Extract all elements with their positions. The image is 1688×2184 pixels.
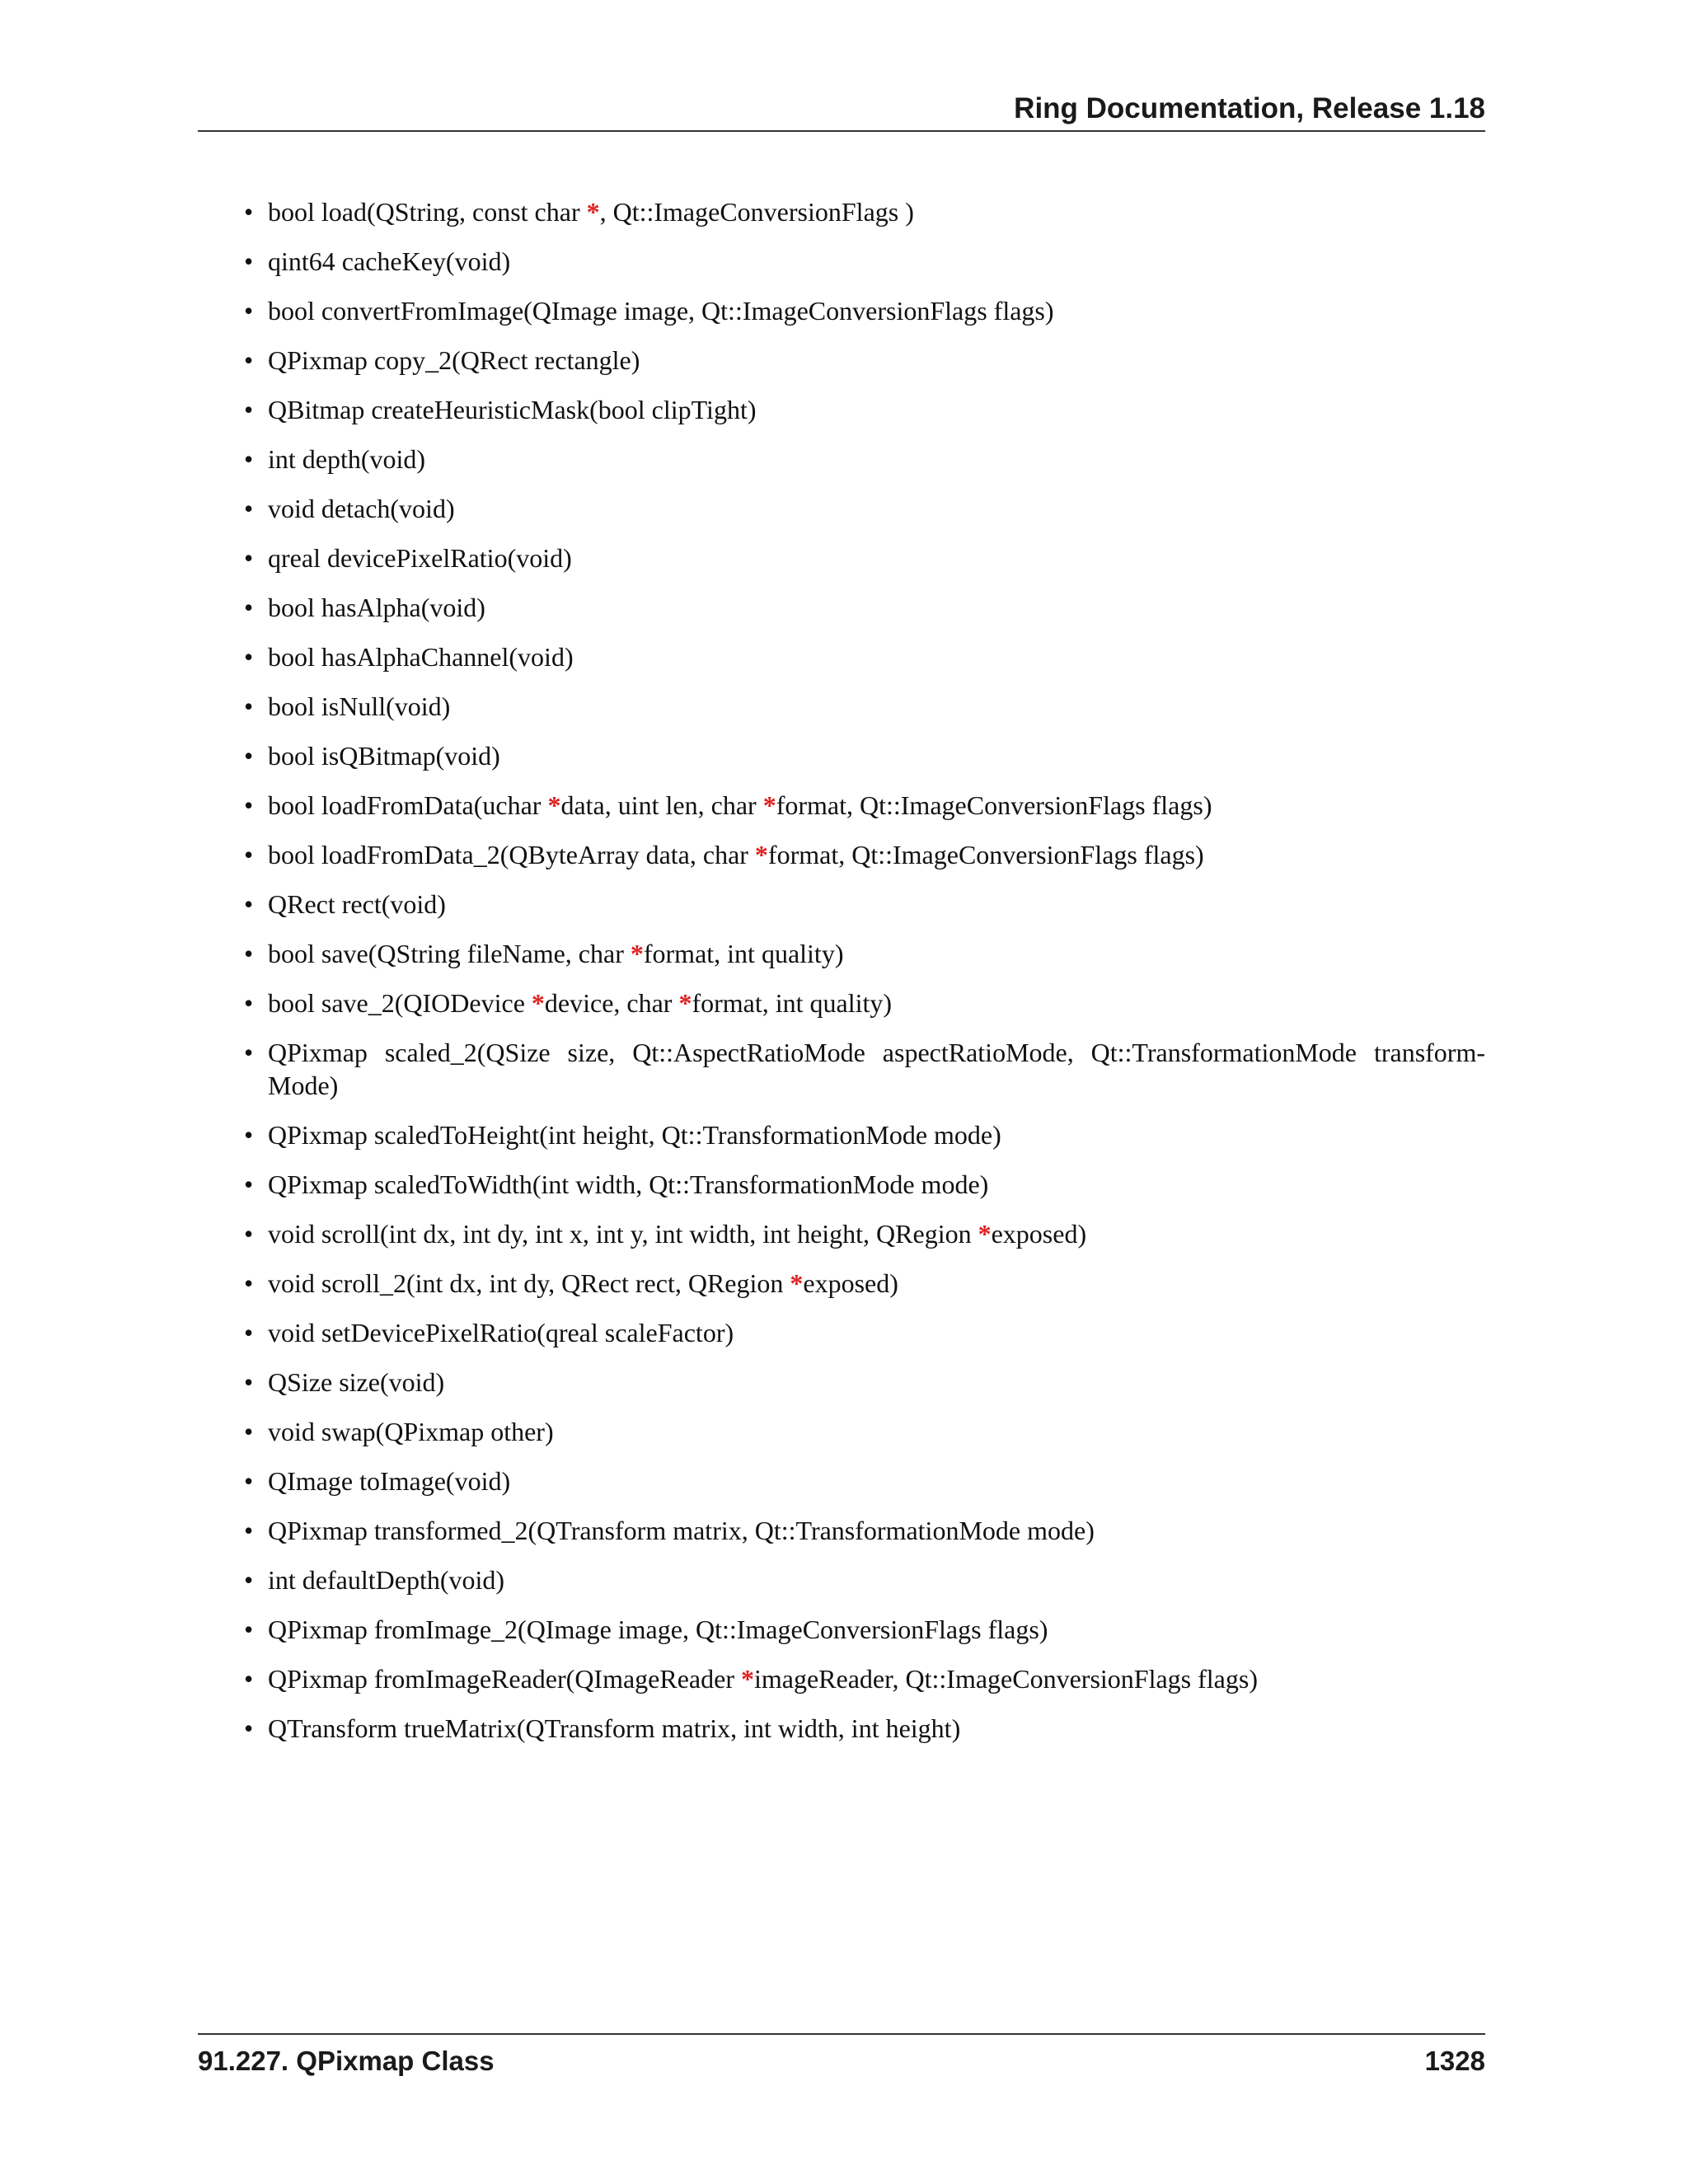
method-text: void setDevicePixelRatio(qreal scaleFactor) — [268, 1318, 734, 1347]
list-item — [244, 838, 1485, 871]
pointer-star: * — [678, 988, 692, 1018]
pointer-star: * — [630, 939, 644, 968]
bullet-icon: • — [244, 1664, 254, 1694]
bullet-icon: • — [244, 988, 254, 1018]
list-item — [244, 1036, 1485, 1102]
bullet-icon: • — [244, 1565, 254, 1595]
list-item — [244, 1415, 1485, 1448]
bullet-icon: • — [244, 345, 254, 375]
bullet-icon: • — [244, 1417, 254, 1446]
method-text: void swap(QPixmap other) — [268, 1417, 554, 1446]
bullet-icon: • — [244, 543, 254, 573]
method-text: QTransform trueMatrix(QTransform matrix, int width, int height) — [268, 1713, 961, 1743]
bullet-icon: • — [244, 889, 254, 919]
method-text: qint64 cacheKey(void) — [268, 246, 511, 276]
bullet-icon: • — [244, 1615, 254, 1644]
bullet-icon: • — [244, 741, 254, 771]
method-text: QPixmap fromImageReader(QImageReader — [268, 1664, 741, 1694]
bullet-icon: • — [244, 1516, 254, 1545]
list-item — [244, 1267, 1485, 1300]
bullet-icon: • — [244, 246, 254, 276]
bullet-icon: • — [244, 1219, 254, 1249]
bullet-icon: • — [244, 1169, 254, 1199]
method-text: format, Qt::ImageConversionFlags flags) — [776, 790, 1212, 820]
method-text: data, uint len, char — [560, 790, 763, 820]
method-text: , Qt::ImageConversionFlags ) — [599, 197, 914, 227]
list-item — [244, 541, 1485, 574]
method-text: void scroll_2(int dx, int dy, QRect rect, QRegion — [268, 1268, 790, 1298]
method-text: QSize size(void) — [268, 1367, 445, 1397]
method-text: QPixmap fromImage_2(QImage image, Qt::ImageConversionFlags flags) — [268, 1615, 1048, 1644]
list-item — [244, 492, 1485, 525]
list-item — [244, 1465, 1485, 1497]
pointer-star: * — [740, 1664, 754, 1694]
bullet-icon: • — [244, 395, 254, 424]
list-item — [244, 1366, 1485, 1399]
method-text: bool load(QString, const char — [268, 197, 587, 227]
method-text: format, int quality) — [692, 988, 893, 1018]
method-text: device, char — [544, 988, 679, 1018]
pointer-star: * — [586, 197, 600, 227]
bullet-icon: • — [244, 494, 254, 523]
method-text: format, int quality) — [643, 939, 844, 968]
list-item — [244, 1662, 1485, 1695]
pointer-star: * — [790, 1268, 804, 1298]
method-text: bool hasAlphaChannel(void) — [268, 642, 574, 672]
method-text: bool loadFromData_2(QByteArray data, char — [268, 840, 755, 869]
method-text: bool isQBitmap(void) — [268, 741, 500, 771]
method-list — [244, 195, 1485, 1761]
method-text: bool hasAlpha(void) — [268, 593, 485, 622]
list-item — [244, 789, 1485, 822]
list-item — [244, 443, 1485, 476]
list-item — [244, 1168, 1485, 1201]
method-text: bool convertFromImage(QImage image, Qt::ImageConversionFlags flags) — [268, 296, 1054, 326]
bullet-icon: • — [244, 1038, 254, 1067]
bullet-icon: • — [244, 1268, 254, 1298]
bullet-icon: • — [244, 939, 254, 968]
method-text: int depth(void) — [268, 444, 426, 474]
method-text: imageReader, Qt::ImageConversionFlags flags) — [753, 1664, 1258, 1694]
bullet-icon: • — [244, 1466, 254, 1496]
bullet-icon: • — [244, 444, 254, 474]
method-text: bool save(QString fileName, char — [268, 939, 631, 968]
method-text: QPixmap scaledToWidth(int width, Qt::TransformationMode mode) — [268, 1169, 989, 1199]
bullet-icon: • — [244, 197, 254, 227]
list-item — [244, 1118, 1485, 1151]
method-text: QBitmap createHeuristicMask(bool clipTight) — [268, 395, 757, 424]
method-text: bool loadFromData(uchar — [268, 790, 548, 820]
list-item — [244, 1613, 1485, 1646]
method-text: QPixmap scaled_2(QSize size, Qt::AspectRatioMode aspectRatioMode, Qt::TransformationMode transform-Mode) — [268, 1038, 1485, 1100]
list-item — [244, 245, 1485, 278]
list-item — [244, 1563, 1485, 1596]
pointer-star: * — [754, 840, 768, 869]
page-header — [198, 92, 1485, 132]
list-item — [244, 888, 1485, 921]
bullet-icon: • — [244, 642, 254, 672]
list-item — [244, 987, 1485, 1019]
pointer-star: * — [762, 790, 776, 820]
bullet-icon: • — [244, 296, 254, 326]
list-item — [244, 1217, 1485, 1250]
method-text: exposed) — [803, 1268, 898, 1298]
header-title: Ring Documentation, Release 1.18 — [1014, 92, 1485, 124]
footer-page-number: 1328 — [1424, 2046, 1485, 2076]
method-text: QPixmap copy_2(QRect rectangle) — [268, 345, 640, 375]
list-item — [244, 344, 1485, 377]
bullet-icon: • — [244, 1120, 254, 1150]
method-text: void scroll(int dx, int dy, int x, int y, int width, int height, QRegion — [268, 1219, 978, 1249]
bullet-icon: • — [244, 593, 254, 622]
bullet-icon: • — [244, 1713, 254, 1743]
bullet-icon: • — [244, 840, 254, 869]
list-item — [244, 690, 1485, 723]
bullet-icon: • — [244, 1367, 254, 1397]
list-item — [244, 393, 1485, 426]
bullet-icon: • — [244, 790, 254, 820]
list-item — [244, 1514, 1485, 1547]
list-item — [244, 1712, 1485, 1745]
list-item — [244, 640, 1485, 673]
method-text: void detach(void) — [268, 494, 455, 523]
method-text: QPixmap transformed_2(QTransform matrix, Qt::TransformationMode mode) — [268, 1516, 1095, 1545]
bullet-icon: • — [244, 691, 254, 721]
method-text: bool isNull(void) — [268, 691, 451, 721]
footer-section-title: 91.227. QPixmap Class — [198, 2046, 495, 2076]
list-item — [244, 195, 1485, 228]
method-text: QPixmap scaledToHeight(int height, Qt::TransformationMode mode) — [268, 1120, 1001, 1150]
pointer-star: * — [531, 988, 545, 1018]
method-text: bool save_2(QIODevice — [268, 988, 532, 1018]
list-item — [244, 739, 1485, 772]
method-text: format, Qt::ImageConversionFlags flags) — [767, 840, 1204, 869]
method-text: QRect rect(void) — [268, 889, 446, 919]
list-item — [244, 937, 1485, 970]
list-item — [244, 294, 1485, 327]
page-footer — [198, 2033, 1485, 2076]
bullet-icon: • — [244, 1318, 254, 1347]
method-text: qreal devicePixelRatio(void) — [268, 543, 572, 573]
method-text: QImage toImage(void) — [268, 1466, 511, 1496]
pointer-star: * — [978, 1219, 992, 1249]
pointer-star: * — [547, 790, 561, 820]
list-item — [244, 1316, 1485, 1349]
method-text: int defaultDepth(void) — [268, 1565, 505, 1595]
list-item — [244, 591, 1485, 624]
method-text: exposed) — [991, 1219, 1087, 1249]
